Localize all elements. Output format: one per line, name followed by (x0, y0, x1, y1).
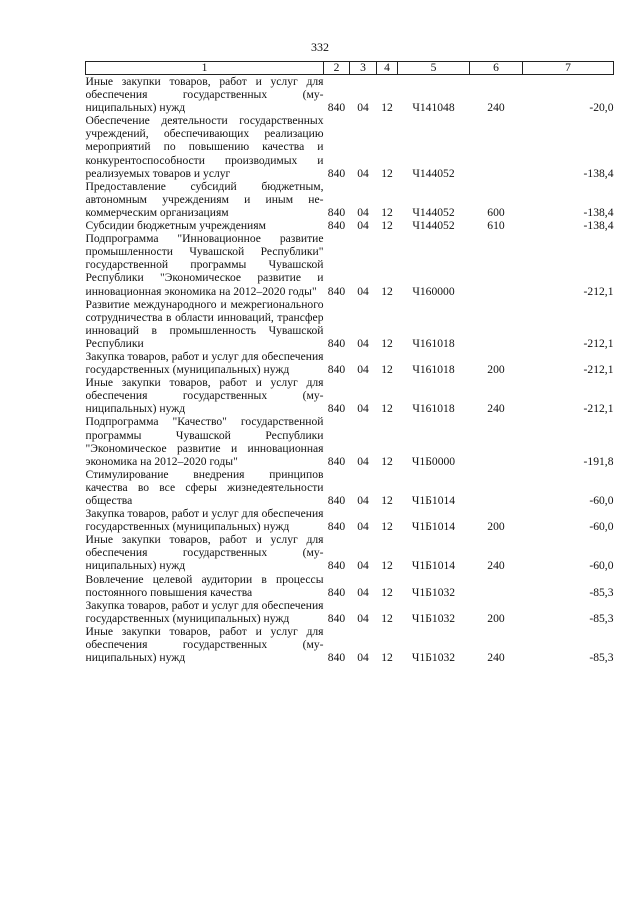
table-row (86, 75, 614, 115)
table-row (86, 298, 614, 350)
table-row (86, 114, 614, 179)
row-target-code: Ч1Б1014 (411, 494, 456, 507)
row-description-text: Развитие международного и межрегионального сотрудничества в области инноваций, трансфер инноваций в промышленность Чувашской Республики (85, 297, 324, 350)
row-section-code: 04 (357, 336, 369, 350)
row-amount: -138,4 (583, 205, 614, 219)
row-section-code: 04 (357, 651, 369, 665)
row-target-code: Ч1Б1032 (411, 611, 456, 625)
row-admin-code: 840 (327, 611, 346, 625)
row-expense-type (470, 468, 523, 507)
row-subsection-code: 12 (381, 219, 393, 233)
row-expense-type: 200 (487, 363, 505, 377)
row-expense-type: 600 (487, 205, 505, 219)
row-description-text: Подпрограмма "Инновационное развитие промышленности Чувашской Республики" государственной программы Чувашской Республики "Экономическое развитие и инновационная экономика на 2012–2020 годы" (85, 232, 324, 298)
row-description (86, 507, 324, 533)
row-subsection-code: 12 (381, 284, 393, 298)
row-amount: -138,4 (583, 219, 614, 233)
row-target-code: Ч161018 (412, 363, 455, 377)
table-row (86, 219, 614, 232)
row-amount: -85,3 (589, 585, 614, 599)
row-amount: -212,1 (583, 363, 614, 377)
row-admin-code: 840 (327, 336, 346, 350)
table-row (86, 180, 614, 219)
row-subsection-code: 12 (381, 101, 393, 115)
row-amount: -60,0 (589, 559, 614, 573)
row-target-code: Ч161018 (412, 336, 455, 350)
row-admin-code: 840 (327, 520, 346, 534)
row-description (86, 573, 324, 599)
row-description-text: Иные закупки товаров, работ и услуг для обеспечения государственных (муниципальных) нужд (85, 624, 324, 665)
row-target-code: Ч1Б0000 (411, 454, 456, 468)
row-admin-code: 840 (327, 363, 346, 377)
row-expense-type (470, 573, 523, 599)
row-admin-code: 840 (327, 454, 346, 468)
row-subsection-code: 12 (381, 454, 393, 468)
row-admin-code: 840 (327, 101, 346, 115)
row-target-code: Ч1Б1032 (411, 585, 456, 599)
row-amount: -212,1 (583, 336, 614, 350)
table-row (86, 468, 614, 507)
budget-table (85, 61, 614, 664)
row-description (86, 219, 324, 232)
row-description-text: Иные закупки товаров, работ и услуг для обеспечения государственных (муниципальных) нужд (85, 75, 324, 115)
row-section-code: 04 (357, 101, 369, 115)
table-row (86, 625, 614, 664)
column-header: 1 (86, 62, 324, 75)
row-description (86, 625, 324, 664)
row-section-code: 04 (357, 611, 369, 625)
row-expense-type (470, 232, 523, 297)
row-description-text: Закупка товаров, работ и услуг для обеспечения государственных (муниципальных) нужд (85, 598, 324, 625)
column-header: 4 (377, 62, 398, 75)
column-header: 2 (324, 62, 350, 75)
row-description-text: Стимулирование внедрения принципов качества во все сферы жизнедеятельности общества (85, 467, 324, 507)
row-target-code: Ч161018 (412, 402, 455, 416)
row-admin-code: 840 (327, 494, 346, 507)
table-row (86, 376, 614, 415)
row-description-text: Закупка товаров, работ и услуг для обеспечения государственных (муниципальных) нужд (85, 507, 324, 534)
row-description (86, 232, 324, 297)
row-description (86, 376, 324, 415)
row-target-code: Ч144052 (412, 166, 455, 180)
row-subsection-code: 12 (381, 166, 393, 180)
row-description-text: Вовлечение целевой аудитории в процессы постоянного повышения качества (85, 572, 324, 599)
row-admin-code: 840 (327, 284, 346, 298)
row-description-text: Закупка товаров, работ и услуг для обеспечения государственных (муниципальных) нужд (85, 349, 324, 377)
row-admin-code: 840 (327, 559, 346, 573)
row-description (86, 75, 324, 115)
row-expense-type (470, 298, 523, 350)
row-admin-code: 840 (327, 219, 346, 233)
row-description (86, 114, 324, 179)
row-subsection-code: 12 (381, 494, 393, 507)
row-target-code: Ч1Б1032 (411, 651, 456, 665)
row-subsection-code: 12 (381, 611, 393, 625)
row-description-text: Подпрограмма "Качество" государственной программы Чувашской Республики "Экономическое развитие и инновационная экономика на 2012–2020 годы" (85, 415, 324, 468)
row-section-code: 04 (357, 219, 369, 233)
row-amount: -212,1 (583, 284, 614, 298)
row-expense-type (470, 415, 523, 467)
row-target-code: Ч144052 (412, 205, 455, 219)
row-expense-type: 240 (487, 101, 505, 115)
row-expense-type: 200 (487, 611, 505, 625)
row-description-text: Иные закупки товаров, работ и услуг для обеспечения государственных (муниципальных) нужд (85, 533, 324, 573)
column-header: 3 (350, 62, 377, 75)
row-subsection-code: 12 (381, 585, 393, 599)
row-section-code: 04 (357, 585, 369, 599)
row-section-code: 04 (357, 363, 369, 377)
row-admin-code: 840 (327, 402, 346, 416)
row-subsection-code: 12 (381, 205, 393, 219)
row-admin-code: 840 (327, 651, 346, 665)
row-amount: -60,0 (589, 494, 614, 507)
row-section-code: 04 (357, 284, 369, 298)
row-description-text: Предоставление субсидий бюджетным, автономным учреждениям и иным некоммерческим организациям (85, 179, 324, 219)
row-subsection-code: 12 (381, 363, 393, 377)
row-subsection-code: 12 (381, 402, 393, 416)
table-row (86, 415, 614, 467)
table-row (86, 350, 614, 376)
row-expense-type: 610 (487, 219, 505, 233)
row-section-code: 04 (357, 166, 369, 180)
row-description-text: Обеспечение деятельности государственных учреждений, обеспечивающих реализацию мероприятий по повышению качества и конкурентоспособности производимых и реализуемых товаров и услуг (85, 114, 324, 180)
row-expense-type: 240 (487, 402, 505, 416)
row-expense-type: 240 (487, 651, 505, 665)
row-amount: -191,8 (583, 454, 614, 468)
page-number: 332 (311, 40, 329, 54)
table-row (86, 599, 614, 625)
row-amount: -20,0 (589, 101, 614, 115)
row-amount: -138,4 (583, 166, 614, 180)
row-admin-code: 840 (327, 166, 346, 180)
table-row (86, 533, 614, 572)
column-header: 6 (470, 62, 523, 75)
row-description (86, 533, 324, 572)
row-expense-type (470, 114, 523, 179)
row-description (86, 415, 324, 467)
row-target-code: Ч1Б1014 (411, 520, 456, 534)
row-description (86, 468, 324, 507)
row-section-code: 04 (357, 205, 369, 219)
row-expense-type: 200 (487, 520, 505, 534)
row-admin-code: 840 (327, 205, 346, 219)
row-description (86, 599, 324, 625)
row-section-code: 04 (357, 402, 369, 416)
row-target-code: Ч144052 (412, 219, 455, 233)
row-expense-type: 240 (487, 559, 505, 573)
column-header: 5 (398, 62, 470, 75)
row-section-code: 04 (357, 494, 369, 507)
row-description-text: Иные закупки товаров, работ и услуг для обеспечения государственных (муниципальных) нужд (85, 376, 324, 416)
row-amount: -85,3 (589, 651, 614, 665)
row-amount: -212,1 (583, 402, 614, 416)
row-description (86, 350, 324, 376)
table-row (86, 232, 614, 297)
row-subsection-code: 12 (381, 651, 393, 665)
row-target-code: Ч160000 (412, 284, 455, 298)
row-target-code: Ч141048 (412, 101, 455, 115)
row-subsection-code: 12 (381, 336, 393, 350)
row-description-text: Субсидии бюджетным учреждениям (85, 219, 266, 233)
row-section-code: 04 (357, 454, 369, 468)
row-target-code: Ч1Б1014 (411, 559, 456, 573)
row-description (86, 180, 324, 219)
row-amount: -60,0 (589, 520, 614, 534)
table-row (86, 573, 614, 599)
row-subsection-code: 12 (381, 559, 393, 573)
row-amount: -85,3 (589, 611, 614, 625)
column-header: 7 (523, 62, 614, 75)
row-section-code: 04 (357, 520, 369, 534)
table-row (86, 507, 614, 533)
row-subsection-code: 12 (381, 520, 393, 534)
row-description (86, 298, 324, 350)
row-section-code: 04 (357, 559, 369, 573)
table-header-row (86, 62, 614, 75)
row-admin-code: 840 (327, 585, 346, 599)
